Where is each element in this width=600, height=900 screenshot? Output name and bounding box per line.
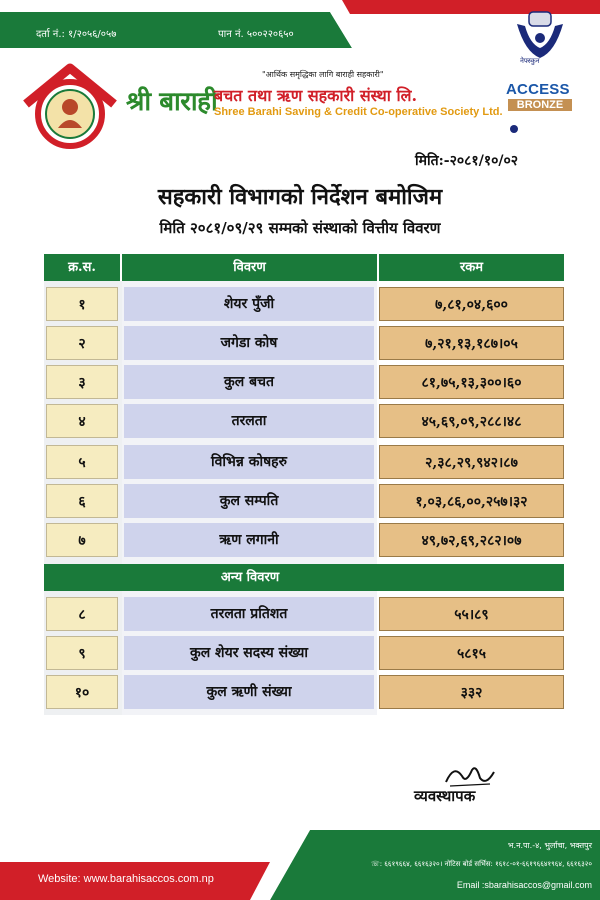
header-sn: क्र.स. [44,254,120,281]
row-sn: ४ [46,404,118,438]
handshake-logo-icon [505,4,575,64]
row-description: तरलता [124,404,374,438]
row-description: कुल सम्पति [124,484,374,518]
row-amount: १,०३,८६,००,२५७।३२ [379,484,564,518]
email-text: Email :sbarahisaccos@gmail.com [456,880,592,890]
address-text: भ.न.पा.-४, भुर्लाचा, भक्तपुर [507,841,592,850]
row-description: तरलता प्रतिशत [124,597,374,631]
header-description: विवरण [122,254,377,281]
row-amount: ७,२१,१३,१८७।०५ [379,326,564,360]
row-sn: ८ [46,597,118,631]
slogan: "आर्थिक समृद्धिका लागि बाराही सहकारी" [262,70,384,79]
handshake-caption: नेफ्स्कुन [520,57,540,65]
row-sn: १ [46,287,118,321]
society-name-nepali: बचत तथा ऋण सहकारी संस्था लि. [214,86,418,105]
manager-title: व्यवस्थापक [414,787,476,805]
row-amount: ४५,६९,०९,२८८।४८ [379,404,564,438]
row-description: कुल बचत [124,365,374,399]
row-description: विभिन्न कोषहरु [124,445,374,479]
row-description: ऋण लगानी [124,523,374,557]
pan-number: पान नं. ५००२२०६५० [218,29,294,40]
access-label: ACCESS [506,81,570,98]
notice-heading: सहकारी विभागको निर्देशन बमोजिम [157,184,443,210]
row-description: शेयर पुँजी [124,287,374,321]
other-details-title: अन्य विवरण [220,570,280,585]
row-description: कुल ऋणी संख्या [124,675,374,709]
bronze-label: BRONZE [508,99,572,111]
header-amount: रकम [379,254,564,281]
society-name-short: श्री बाराही [126,87,218,117]
row-sn: ७ [46,523,118,557]
row-sn: १० [46,675,118,709]
row-amount: २,३८,२९,९४२।८७ [379,445,564,479]
society-name-english: Shree Barahi Saving & Credit Co-operative Society Ltd. [214,106,503,118]
phone-text: ☏: ६६१९६६४, ६६१६३२०। नोटिस बोर्ड सर्भिस: १६१८-०१-६६१९६६४१९६४, ६६१६३२० [370,860,592,868]
row-amount: ८१,७५,१३,३००।६० [379,365,564,399]
row-sn: ३ [46,365,118,399]
row-sn: ६ [46,484,118,518]
row-sn: ९ [46,636,118,670]
row-amount: ३३२ [379,675,564,709]
row-amount: ४९,७२,६९,२८२।०७ [379,523,564,557]
website-text: Website: www.barahisaccos.com.np [38,873,214,885]
row-sn: २ [46,326,118,360]
row-description: कुल शेयर सदस्य संख्या [124,636,374,670]
access-dot-icon [510,125,518,133]
registration-number: दर्ता नं.: १/२०५६/०५७ [36,29,117,40]
row-amount: ७,८१,०४,६०० [379,287,564,321]
row-sn: ५ [46,445,118,479]
row-description: जगेडा कोष [124,326,374,360]
notice-date: मिति:-२०८१/१०/०२ [415,153,519,169]
access-bronze-badge [506,81,584,111]
row-amount: ५५।८९ [379,597,564,631]
row-amount: ५८१५ [379,636,564,670]
barahi-logo-icon [20,62,120,150]
notice-subheading: मिति २०८१/०९/२९ सम्मको संस्थाको वित्तीय विवरण [159,219,441,237]
